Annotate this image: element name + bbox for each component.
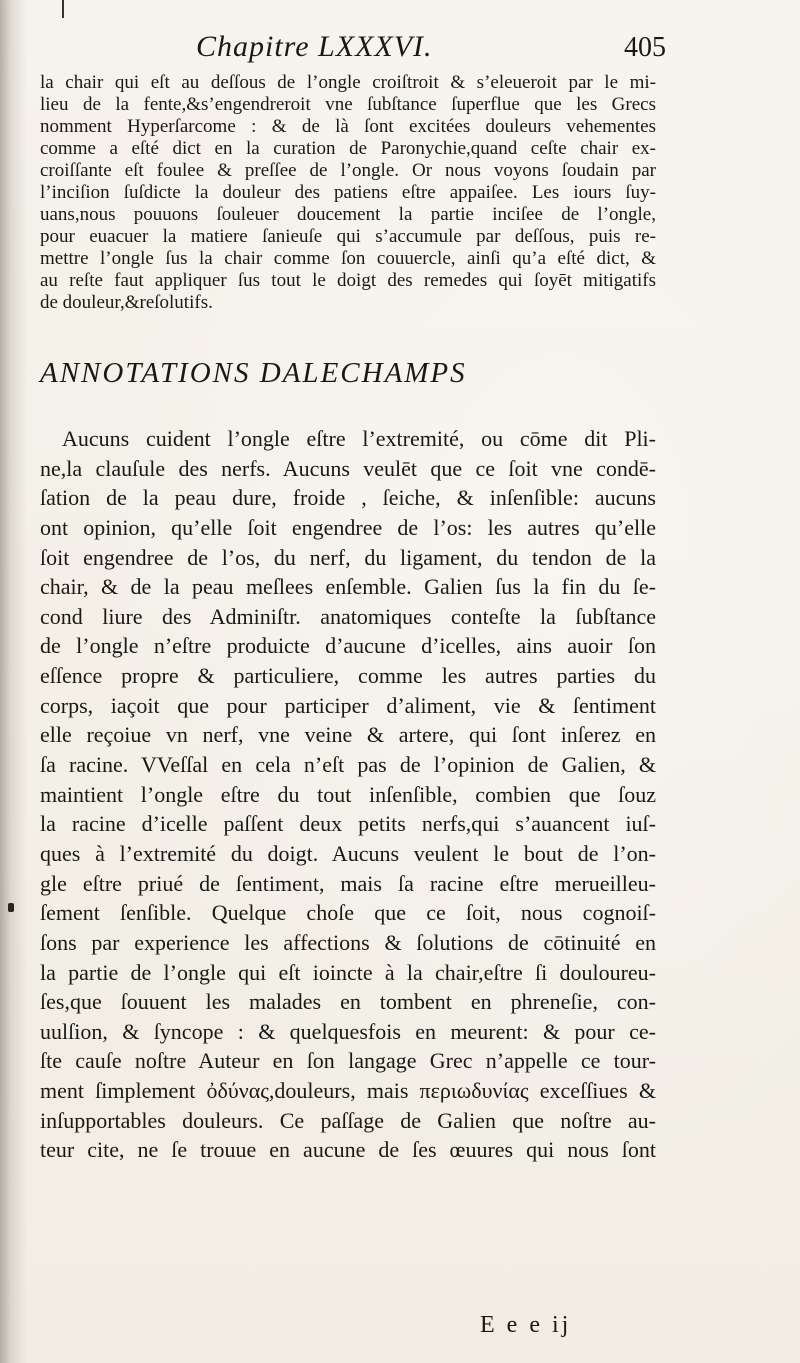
text-line: ſes,que ſouuent les malades en tombent en phreneſie, con- [40,989,656,1015]
text-line: ſons par experience les affections & ſolutions de cōtinuité en [40,929,656,955]
binding-gutter-shadow [0,0,28,1363]
text-line: ont opinion, qu’elle ſoit engendree de l’os: les autres qu’elle [40,514,656,540]
text-line: l’inciſion ſuſdicte la douleur des patiens eſtre appaiſee. Les iours ſuy- [40,182,656,203]
annotations-body [40,424,656,1165]
text-line: uulſion, & ſyncope : & quelquesfois en meurent: & pour ce- [40,1018,656,1044]
text-line: ne,la clauſule des nerfs. Aucuns veulēt que ce ſoit vne condē- [40,455,656,481]
text-line: au reſte faut appliquer ſus tout le doigt des remedes qui ſoyēt mitigatifs [40,270,656,291]
text-line: eſſence propre & particuliere, comme les autres parties du [40,663,656,689]
text-line: ques à l’extremité du doigt. Aucuns veulent le bout de l’on- [40,840,656,866]
text-line: ſoit engendree de l’os, du nerf, du ligament, du tendon de la [40,544,656,570]
text-line: maintient l’ongle eſtre du tout inſenſible, combien que ſouz [40,781,656,807]
text-line: Aucuns cuident l’ongle eſtre l’extremité, ou cōme dit Pli- [62,426,656,451]
text-line: de l’ongle n’eſtre produicte d’aucune d’icelles, ains auoir ſon [40,633,656,659]
page-number: 405 [624,32,666,63]
section-heading: ANNOTATIONS DALECHAMPS [40,357,467,389]
text-line: corps, iaçoit que pour participer d’aliment, vie & ſentiment [40,692,656,718]
page-edge-mark [62,0,64,18]
text-line: la partie de l’ongle qui eſt ioincte à la chair,eſtre ſi douloureu- [40,959,656,985]
text-line: comme a eſté dict en la curation de Paronychie,quand ceſte chair ex- [40,138,656,159]
text-line: ment ſimplement ὀδύνας,douleurs, mais περιωδυνίας exceſſiues & [40,1078,656,1104]
text-line: nomment Hyperſarcome : & de là ſont excitées douleurs vehementes [40,116,656,137]
text-line: inſupportables douleurs. Ce paſſage de Galien que noſtre au- [40,1107,656,1133]
text-line: teur cite, ne ſe trouue en aucune de ſes œuures qui nous ſont [40,1137,656,1163]
text-line: la chair qui eſt au deſſous de l’ongle croiſtroit & s’eleueroit par le mi- [40,72,656,93]
text-line: mettre l’ongle ſus la chair comme ſon couuercle, ainſi qu’a eſté dict, & [40,248,656,269]
text-line: ſation de la peau dure, froide , ſeiche, & inſenſible: aucuns [40,485,656,511]
chapter-text-continuation [40,72,656,314]
text-line: uans,nous pouuons ſouleuer doucement la partie inciſee de l’ongle, [40,204,656,225]
text-line: pour euacuer la matiere ſanieuſe qui s’accumule par deſſous, puis re- [40,226,656,247]
text-line: ſement ſenſible. Quelque choſe que ce ſoit, nous cognoiſ- [40,900,656,926]
text-line: elle reçoiue vn nerf, vne veine & artere, qui ſont inſerez en [40,722,656,748]
text-line: lieu de la fente,&s’engendreroit vne ſubſtance ſuperflue que les Grecs [40,94,656,115]
text-line: la racine d’icelle paſſent deux petits nerfs,qui s’auancent iuſ- [40,811,656,837]
text-line: de douleur,&reſolutifs. [40,292,213,313]
signature-mark: E e e ij [480,1312,572,1338]
page-header [196,30,666,70]
text-line: croiſſante eſt foulee & preſſee de l’ongle. Or nous voyons ſoudain par [40,160,656,181]
text-line: ſa racine. VVeſſal en cela n’eſt pas de l’opinion de Galien, & [40,752,656,778]
text-line: gle eſtre priué de ſentiment, mais ſa racine eſtre merueilleu- [40,870,656,896]
text-line: cond liure des Adminiſtr. anatomiques conteſte la ſubſtance [40,603,656,629]
running-head: Chapitre LXXXVI. [196,30,433,63]
text-line: chair, & de la peau meſlees enſemble. Galien ſus la fin du ſe- [40,574,656,600]
text-line: ſte cauſe noſtre Auteur en ſon langage Grec n’appelle ce tour- [40,1048,656,1074]
margin-ink-mark [8,903,14,912]
